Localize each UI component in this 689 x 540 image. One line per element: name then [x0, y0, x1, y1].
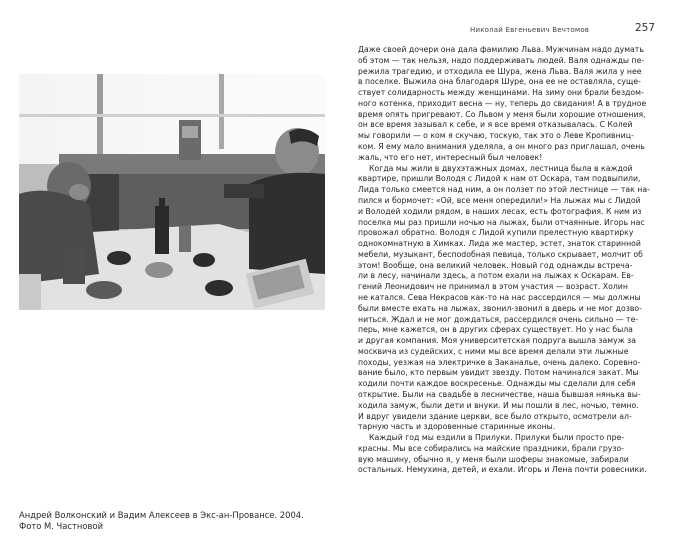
photo-caption [19, 510, 304, 532]
body-text [358, 45, 664, 476]
text-line: ниться. Ждал и не мог дождаться, рассердился очень сильно — те- [358, 314, 639, 324]
text-line: походы, уезжая на электричке в Заканалье, очень далеко. Соревно- [358, 357, 641, 367]
text-line: вую машину, обычно я, у меня были шоферы знакомые, забирали [358, 454, 629, 464]
text-line: пился и бормочет: «Ой, все меня опередили!» На лыжах мы с Лидой [358, 195, 641, 205]
text-line: ного котенка, приходит весна — ну, теперь до свидания! А в трудное [358, 98, 647, 108]
text-line: не катался. Сева Некрасов как-то на нас рассердился — мы должны [358, 292, 641, 302]
text-line: Каждый год мы ездили в Прилуки. Прилуки были просто пре- [369, 433, 625, 443]
text-line: остальных. Немухина, детей, и ехали. Игорь и Лена почти ровесники. [358, 465, 647, 475]
text-line: он все время зазывал к себе, и я все время отказывалась. С Колей [358, 120, 633, 130]
text-line: Даже своей дочери она дала фамилию Льва. Мужчинам надо думать [358, 45, 644, 54]
text-line: открытие. Были на свадьбе в лесничестве, наша бывшая нянька вы- [358, 390, 641, 399]
text-line: время опять пригревают. Со Львом у меня были хорошие отношения, [358, 109, 646, 119]
text-line: провожал обратно. Володя с Лидой купили прелестную квартирку [358, 228, 634, 238]
text-line: москвича из судейских, с ними мы все время делали эти лыжные [358, 346, 629, 356]
caption-line: Андрей Волконский и Вадим Алексеев в Экс-ан-Провансе. 2004. [19, 510, 304, 520]
text-line: И вдруг увидели здание церкви, все было открыто, осмотрели ал- [358, 411, 632, 421]
text-line: гений Леонидович не принимал в этом участия — возраст. Холин [358, 282, 628, 292]
text-line: Когда мы жили в двухэтажных домах, лестница была в каждой [369, 163, 633, 173]
text-line: режила трагедию, и отходила ее Шура, жена Льва. Валя жила у нее [358, 66, 642, 76]
text-line: и Володей ходили рядом, в наших лесах, есть фотография. К ним из [358, 206, 642, 216]
photo-image [19, 74, 325, 310]
page-number: 257 [635, 22, 656, 34]
text-line: об этом — так нельзя, надо поддерживать людей. Валя однажды пе- [358, 55, 645, 65]
text-line: поселка мы раз пришли ночью на лыжах, были отчаянные. Игорь нас [358, 217, 645, 227]
text-line: квартире, пришли Володя с Лидой к нам от Оскара, там подвыпили, [358, 174, 641, 184]
text-line: ходили почти каждое воскресенье. Однажды мы сделали для себя [358, 379, 636, 389]
text-line: и другая компания. Моя университетская подруга вышла замуж за [358, 336, 637, 346]
text-line: красны. Мы все собирались на майские праздники, брали грузо- [358, 443, 625, 453]
text-line: ли в лесу, начинали здесь, а потом ехали на лыжах к Оскарам. Ев- [358, 271, 634, 281]
photograph [19, 74, 325, 310]
text-line: были вместе ехать на лыжах, звонил-звонил в дверь и не мог дозво- [358, 303, 642, 313]
text-line: в поселке. Выжила она благодаря Шуре, она ее не оставляла, суще- [358, 77, 641, 87]
text-line: перь, мне кажется, он в других сферах существует. Но у нас была [358, 325, 633, 335]
text-line: вание было, кто первым увидит звезду. Потом начинался закат. Мы [358, 368, 639, 378]
text-line: ком. Я ему мало внимания уделяла, а он много раз приглашал, очень [358, 142, 645, 152]
text-line: этом! Вообще, она великий человек. Новый год однажды встреча- [358, 260, 633, 270]
text-line: мы говорили — о ком я скучаю, тоскую, так это о Леве Кропивниц- [358, 131, 634, 141]
text-line: тарную часть и здоровенные старинные иконы. [358, 422, 556, 432]
text-line: мебели, музыкант, беспodобная певица, только скрывает, молчит об [358, 249, 643, 259]
running-head: Николай Евгеньевич Вечтомов [470, 26, 590, 34]
text-line: ствует солидарность между женщинами. На зиму они брали бездом- [358, 88, 644, 98]
caption-credit: Фото М. Частновой [19, 521, 104, 531]
text-line: жаль, что его нет, интересный был человек! [358, 152, 543, 162]
text-line: однокомнатную в Химках. Лида же мастер, эстет, знаток старинной [358, 239, 641, 249]
text-line: ходила замуж, были дети и внуки. И мы пошли в лес, ночью, темно. [358, 400, 639, 410]
text-line: Лида только смеется над ним, а он ползет по этой лестнице — так на- [358, 185, 650, 195]
